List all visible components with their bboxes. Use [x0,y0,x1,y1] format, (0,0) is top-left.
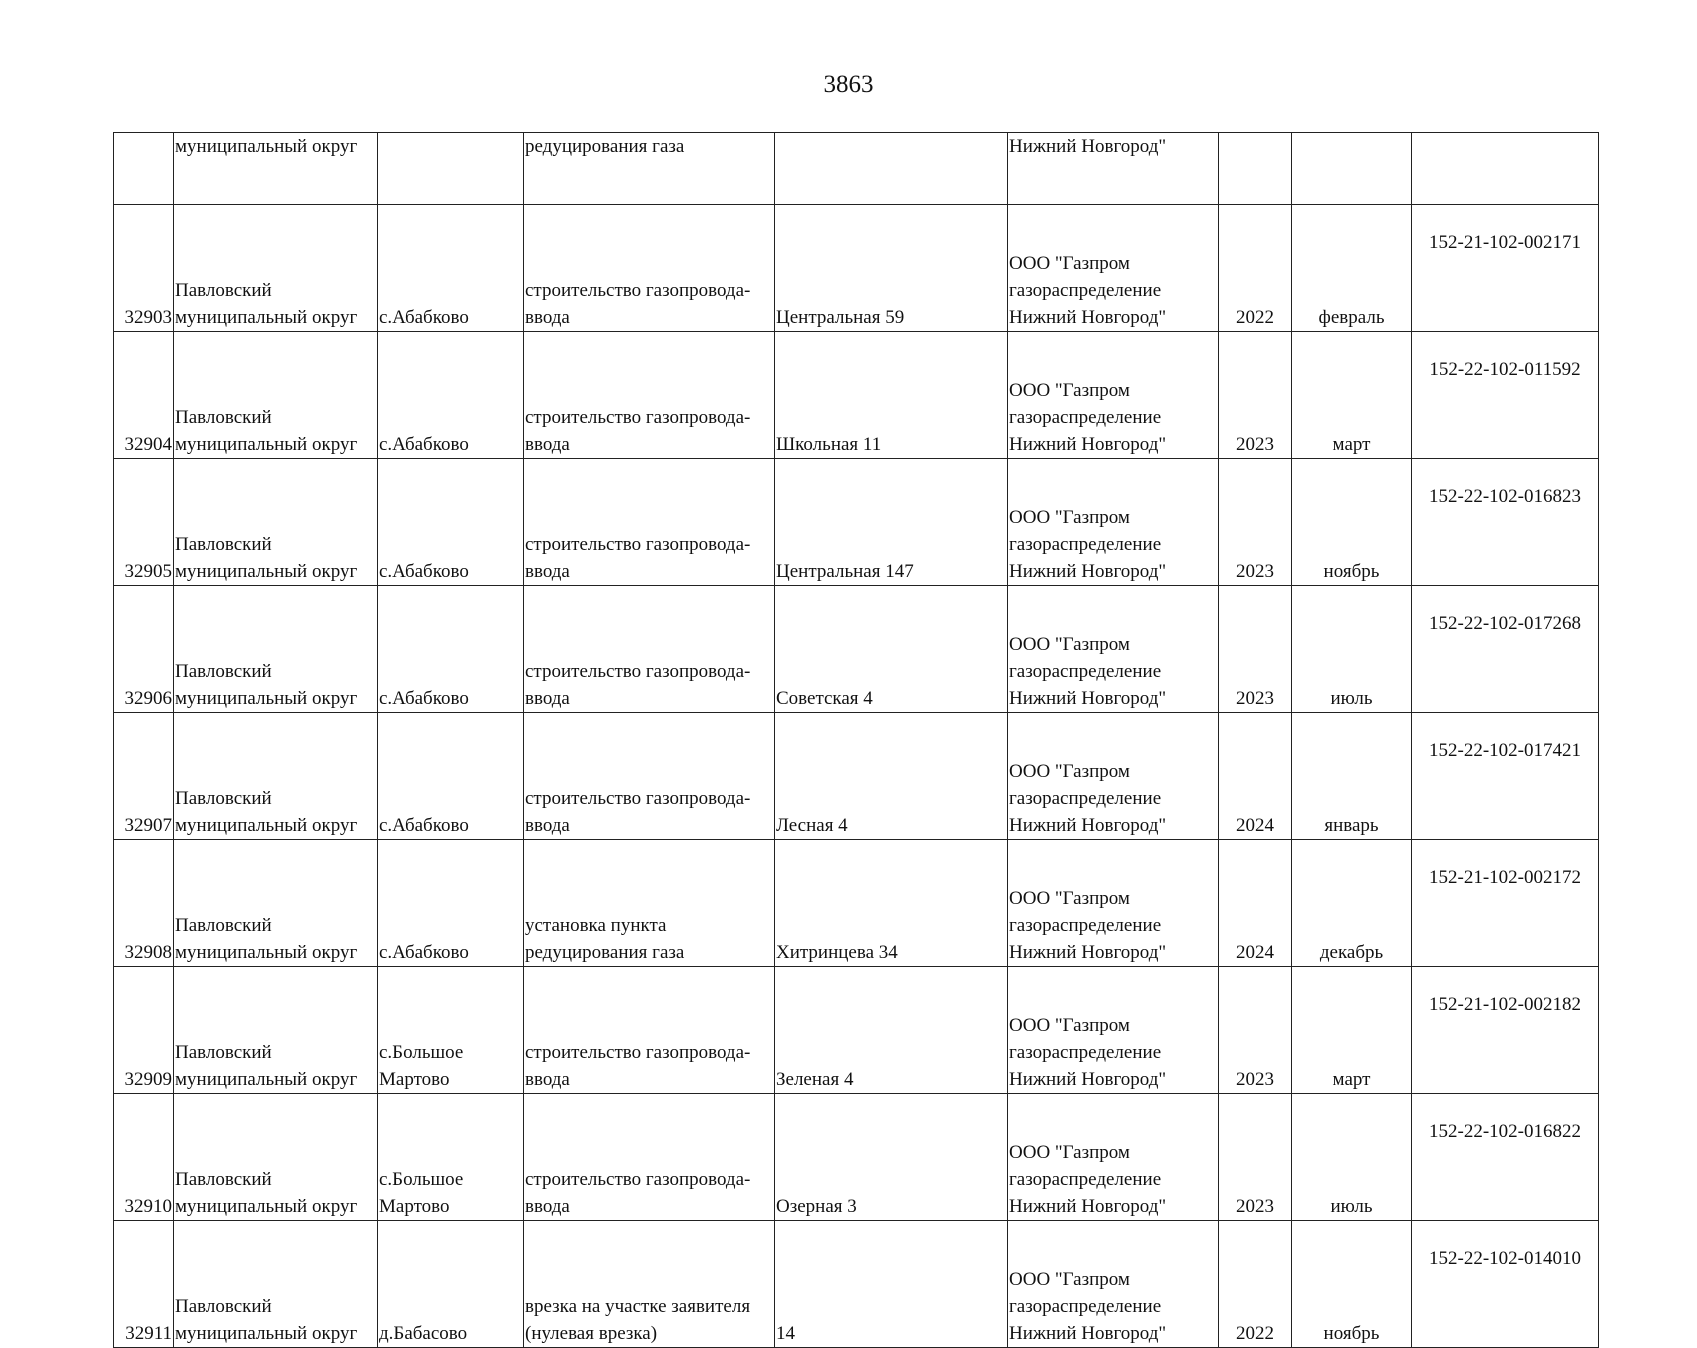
cell-organization [1008,967,1219,1094]
work-line: врезка на участке заявителя [525,1296,751,1317]
month-text: январь [1324,815,1379,836]
cell-district [174,205,378,332]
organization-line: Нижний Новгород" [1009,942,1167,963]
code-text: 152-22-102-016823 [1429,486,1581,507]
organization-line: Нижний Новгород" [1009,688,1167,709]
address-text: Школьная 11 [776,434,882,455]
work-line: (нулевая врезка) [525,1323,658,1344]
code-text: 152-22-102-016822 [1429,1121,1581,1142]
table-row [114,205,1599,332]
month-text: ноябрь [1323,1323,1380,1344]
organization-line: газораспределение [1009,661,1162,682]
year-text: 2023 [1236,1069,1274,1090]
row-number: 32909 [124,1069,172,1090]
cell-code [1412,586,1599,713]
cell-number [114,1221,174,1348]
settlement-line: с.Абабково [379,815,469,836]
cell-number [114,133,174,205]
year-text: 2024 [1236,815,1274,836]
table-row-continuation [114,133,1599,205]
organization-line: Нижний Новгород" [1009,1069,1167,1090]
year-text: 2022 [1236,307,1274,328]
district-line: муниципальный округ [175,307,358,328]
settlement-line: с.Абабково [379,942,469,963]
month-text: март [1332,434,1371,455]
year-text: 2023 [1236,1196,1274,1217]
cell-address [775,1094,1008,1221]
cell-address [775,967,1008,1094]
settlement-line: с.Абабково [379,434,469,455]
cell-work-type: редуцирования газа [524,133,775,205]
row-number: 32905 [124,561,172,582]
cell-district [174,586,378,713]
year-text: 2023 [1236,688,1274,709]
settlement-line: с.Абабково [379,688,469,709]
district-line: Павловский [175,280,272,301]
cell-year [1219,967,1292,1094]
table-row [114,713,1599,840]
address-text: Лесная 4 [776,815,848,836]
organization-line: Нижний Новгород" [1009,307,1167,328]
address-text: Советская 4 [776,688,873,709]
organization-line: ООО "Газпром [1009,888,1130,909]
organization-line: ООО "Газпром [1009,634,1130,655]
row-number: 32907 [124,815,172,836]
table-row [114,840,1599,967]
cell-work-type [524,205,775,332]
cell-work-type [524,840,775,967]
cell-district [174,459,378,586]
cell-month [1292,586,1412,713]
cell-number [114,967,174,1094]
month-text: февраль [1318,307,1385,328]
organization-line: газораспределение [1009,1169,1162,1190]
cell-address [775,205,1008,332]
cell-number [114,205,174,332]
organization-line: ООО "Газпром [1009,1142,1130,1163]
cell-organization [1008,205,1219,332]
cell-organization [1008,586,1219,713]
organization-line: Нижний Новгород" [1009,434,1167,455]
cell-code [1412,1094,1599,1221]
cell-code [1412,840,1599,967]
district-line: муниципальный округ [175,561,358,582]
table-row [114,967,1599,1094]
cell-work-type [524,332,775,459]
cell-settlement [378,586,524,713]
cell-district [174,967,378,1094]
district-line: Павловский [175,1169,272,1190]
work-line: строительство газопровода- [525,534,751,555]
settlement-line: с.Абабково [379,307,469,328]
cell-address [775,840,1008,967]
cell-number [114,459,174,586]
year-text: 2023 [1236,561,1274,582]
cell-year [1219,586,1292,713]
district-line: Павловский [175,407,272,428]
cell-address [775,459,1008,586]
cell-year [1219,133,1292,205]
district-line: Павловский [175,534,272,555]
row-number: 32910 [124,1196,172,1217]
cell-organization [1008,713,1219,840]
settlement-line: с.Абабково [379,561,469,582]
cell-work-type [524,1094,775,1221]
cell-code [1412,967,1599,1094]
year-text: 2024 [1236,942,1274,963]
cell-code [1412,332,1599,459]
district-line: муниципальный округ [175,942,358,963]
address-text: Хитринцева 34 [776,942,898,963]
year-text: 2023 [1236,434,1274,455]
cell-number [114,586,174,713]
cell-month [1292,205,1412,332]
organization-line: Нижний Новгород" [1009,815,1167,836]
cell-work-type [524,1221,775,1348]
work-line: ввода [525,815,570,836]
table-row [114,1221,1599,1348]
work-line: строительство газопровода- [525,1169,751,1190]
cell-organization [1008,332,1219,459]
work-line: ввода [525,434,570,455]
table-row [114,586,1599,713]
work-line: ввода [525,307,570,328]
cell-district [174,1094,378,1221]
cell-district [174,1221,378,1348]
code-text: 152-22-102-017421 [1429,740,1581,761]
cell-year [1219,459,1292,586]
cell-address [775,133,1008,205]
cell-month [1292,1094,1412,1221]
address-text: 14 [776,1323,795,1344]
table-row [114,1094,1599,1221]
cell-number [114,1094,174,1221]
cell-year [1219,840,1292,967]
cell-work-type [524,967,775,1094]
cell-organization [1008,840,1219,967]
organization-line: газораспределение [1009,280,1162,301]
work-line: ввода [525,688,570,709]
address-text: Зеленая 4 [776,1069,854,1090]
district-line: муниципальный округ [175,1196,358,1217]
address-text: Центральная 147 [776,561,914,582]
organization-line: ООО "Газпром [1009,507,1130,528]
code-text: 152-22-102-014010 [1429,1248,1581,1269]
work-line: строительство газопровода- [525,661,751,682]
cell-district [174,840,378,967]
district-line: муниципальный округ [175,1323,358,1344]
cell-district [174,332,378,459]
cell-address [775,1221,1008,1348]
cell-settlement [378,840,524,967]
month-text: июль [1330,1196,1373,1217]
cell-settlement [378,459,524,586]
row-number: 32904 [124,434,172,455]
district-line: Павловский [175,915,272,936]
district-line: муниципальный округ [175,1069,358,1090]
row-number: 32903 [124,307,172,328]
cell-month [1292,840,1412,967]
table-row [114,459,1599,586]
cell-work-type [524,459,775,586]
cell-code [1412,713,1599,840]
month-text: декабрь [1319,942,1384,963]
organization-line: газораспределение [1009,915,1162,936]
cell-month [1292,133,1412,205]
settlement-line: Мартово [379,1196,450,1217]
work-line: ввода [525,561,570,582]
organization-line: ООО "Газпром [1009,1269,1130,1290]
code-text: 152-22-102-017268 [1429,613,1581,634]
settlement-line: д.Бабасово [379,1323,468,1344]
district-line: Павловский [175,1042,272,1063]
cell-month [1292,1221,1412,1348]
cell-code [1412,133,1599,205]
address-text: Центральная 59 [776,307,905,328]
cell-month [1292,967,1412,1094]
cell-work-type [524,586,775,713]
organization-line: газораспределение [1009,1296,1162,1317]
cell-year [1219,332,1292,459]
month-text: июль [1330,688,1373,709]
cell-settlement [378,967,524,1094]
district-line: Павловский [175,661,272,682]
code-text: 152-21-102-002182 [1429,994,1581,1015]
organization-line: ООО "Газпром [1009,253,1130,274]
district-line: Павловский [175,1296,272,1317]
cell-settlement [378,1221,524,1348]
organization-line: газораспределение [1009,407,1162,428]
settlement-line: с.Большое [379,1042,464,1063]
cell-code [1412,459,1599,586]
cell-settlement [378,1094,524,1221]
cell-number [114,332,174,459]
organization-line: газораспределение [1009,534,1162,555]
organization-line: Нижний Новгород" [1009,1323,1167,1344]
organization-line: газораспределение [1009,1042,1162,1063]
organization-line: ООО "Газпром [1009,380,1130,401]
cell-month [1292,332,1412,459]
row-number: 32906 [124,688,172,709]
cell-code [1412,205,1599,332]
cell-year [1219,1094,1292,1221]
code-text: 152-21-102-002171 [1429,232,1581,253]
cell-address [775,713,1008,840]
cell-number [114,713,174,840]
row-number: 32908 [124,942,172,963]
page-number: 3863 [823,71,874,98]
organization-line: Нижний Новгород" [1009,561,1167,582]
cell-work-type [524,713,775,840]
code-text: 152-21-102-002172 [1429,867,1581,888]
cell-organization: Нижний Новгород" [1008,133,1219,205]
month-text: ноябрь [1323,561,1380,582]
settlement-line: Мартово [379,1069,450,1090]
district-line: муниципальный округ [175,434,358,455]
organization-line: Нижний Новгород" [1009,1196,1167,1217]
cell-settlement [378,713,524,840]
work-line: строительство газопровода- [525,1042,751,1063]
cell-settlement [378,205,524,332]
district-line: муниципальный округ [175,815,358,836]
work-line: строительство газопровода- [525,788,751,809]
cell-code [1412,1221,1599,1348]
code-text: 152-22-102-011592 [1429,359,1581,380]
cell-address [775,332,1008,459]
cell-number [114,840,174,967]
month-text: март [1332,1069,1371,1090]
cell-settlement [378,133,524,205]
cell-month [1292,459,1412,586]
cell-settlement [378,332,524,459]
cell-organization [1008,1094,1219,1221]
organization-line: ООО "Газпром [1009,761,1130,782]
work-line: строительство газопровода- [525,407,751,428]
work-line: ввода [525,1196,570,1217]
work-line: ввода [525,1069,570,1090]
cell-district [174,713,378,840]
work-line: строительство газопровода- [525,280,751,301]
settlement-line: с.Большое [379,1169,464,1190]
address-text: Озерная 3 [776,1196,857,1217]
work-line: редуцирования газа [525,942,685,963]
cell-year [1219,713,1292,840]
table-row [114,332,1599,459]
organization-line: ООО "Газпром [1009,1015,1130,1036]
year-text: 2022 [1236,1323,1274,1344]
cell-year [1219,1221,1292,1348]
cell-address [775,586,1008,713]
cell-district: муниципальный округ [174,133,378,205]
district-line: муниципальный округ [175,688,358,709]
organization-line: газораспределение [1009,788,1162,809]
cell-year [1219,205,1292,332]
cell-organization [1008,459,1219,586]
work-line: установка пункта [525,915,667,936]
cell-month [1292,713,1412,840]
gasification-registry-table [113,132,1599,1348]
cell-organization [1008,1221,1219,1348]
district-line: Павловский [175,788,272,809]
row-number: 32911 [125,1323,172,1344]
